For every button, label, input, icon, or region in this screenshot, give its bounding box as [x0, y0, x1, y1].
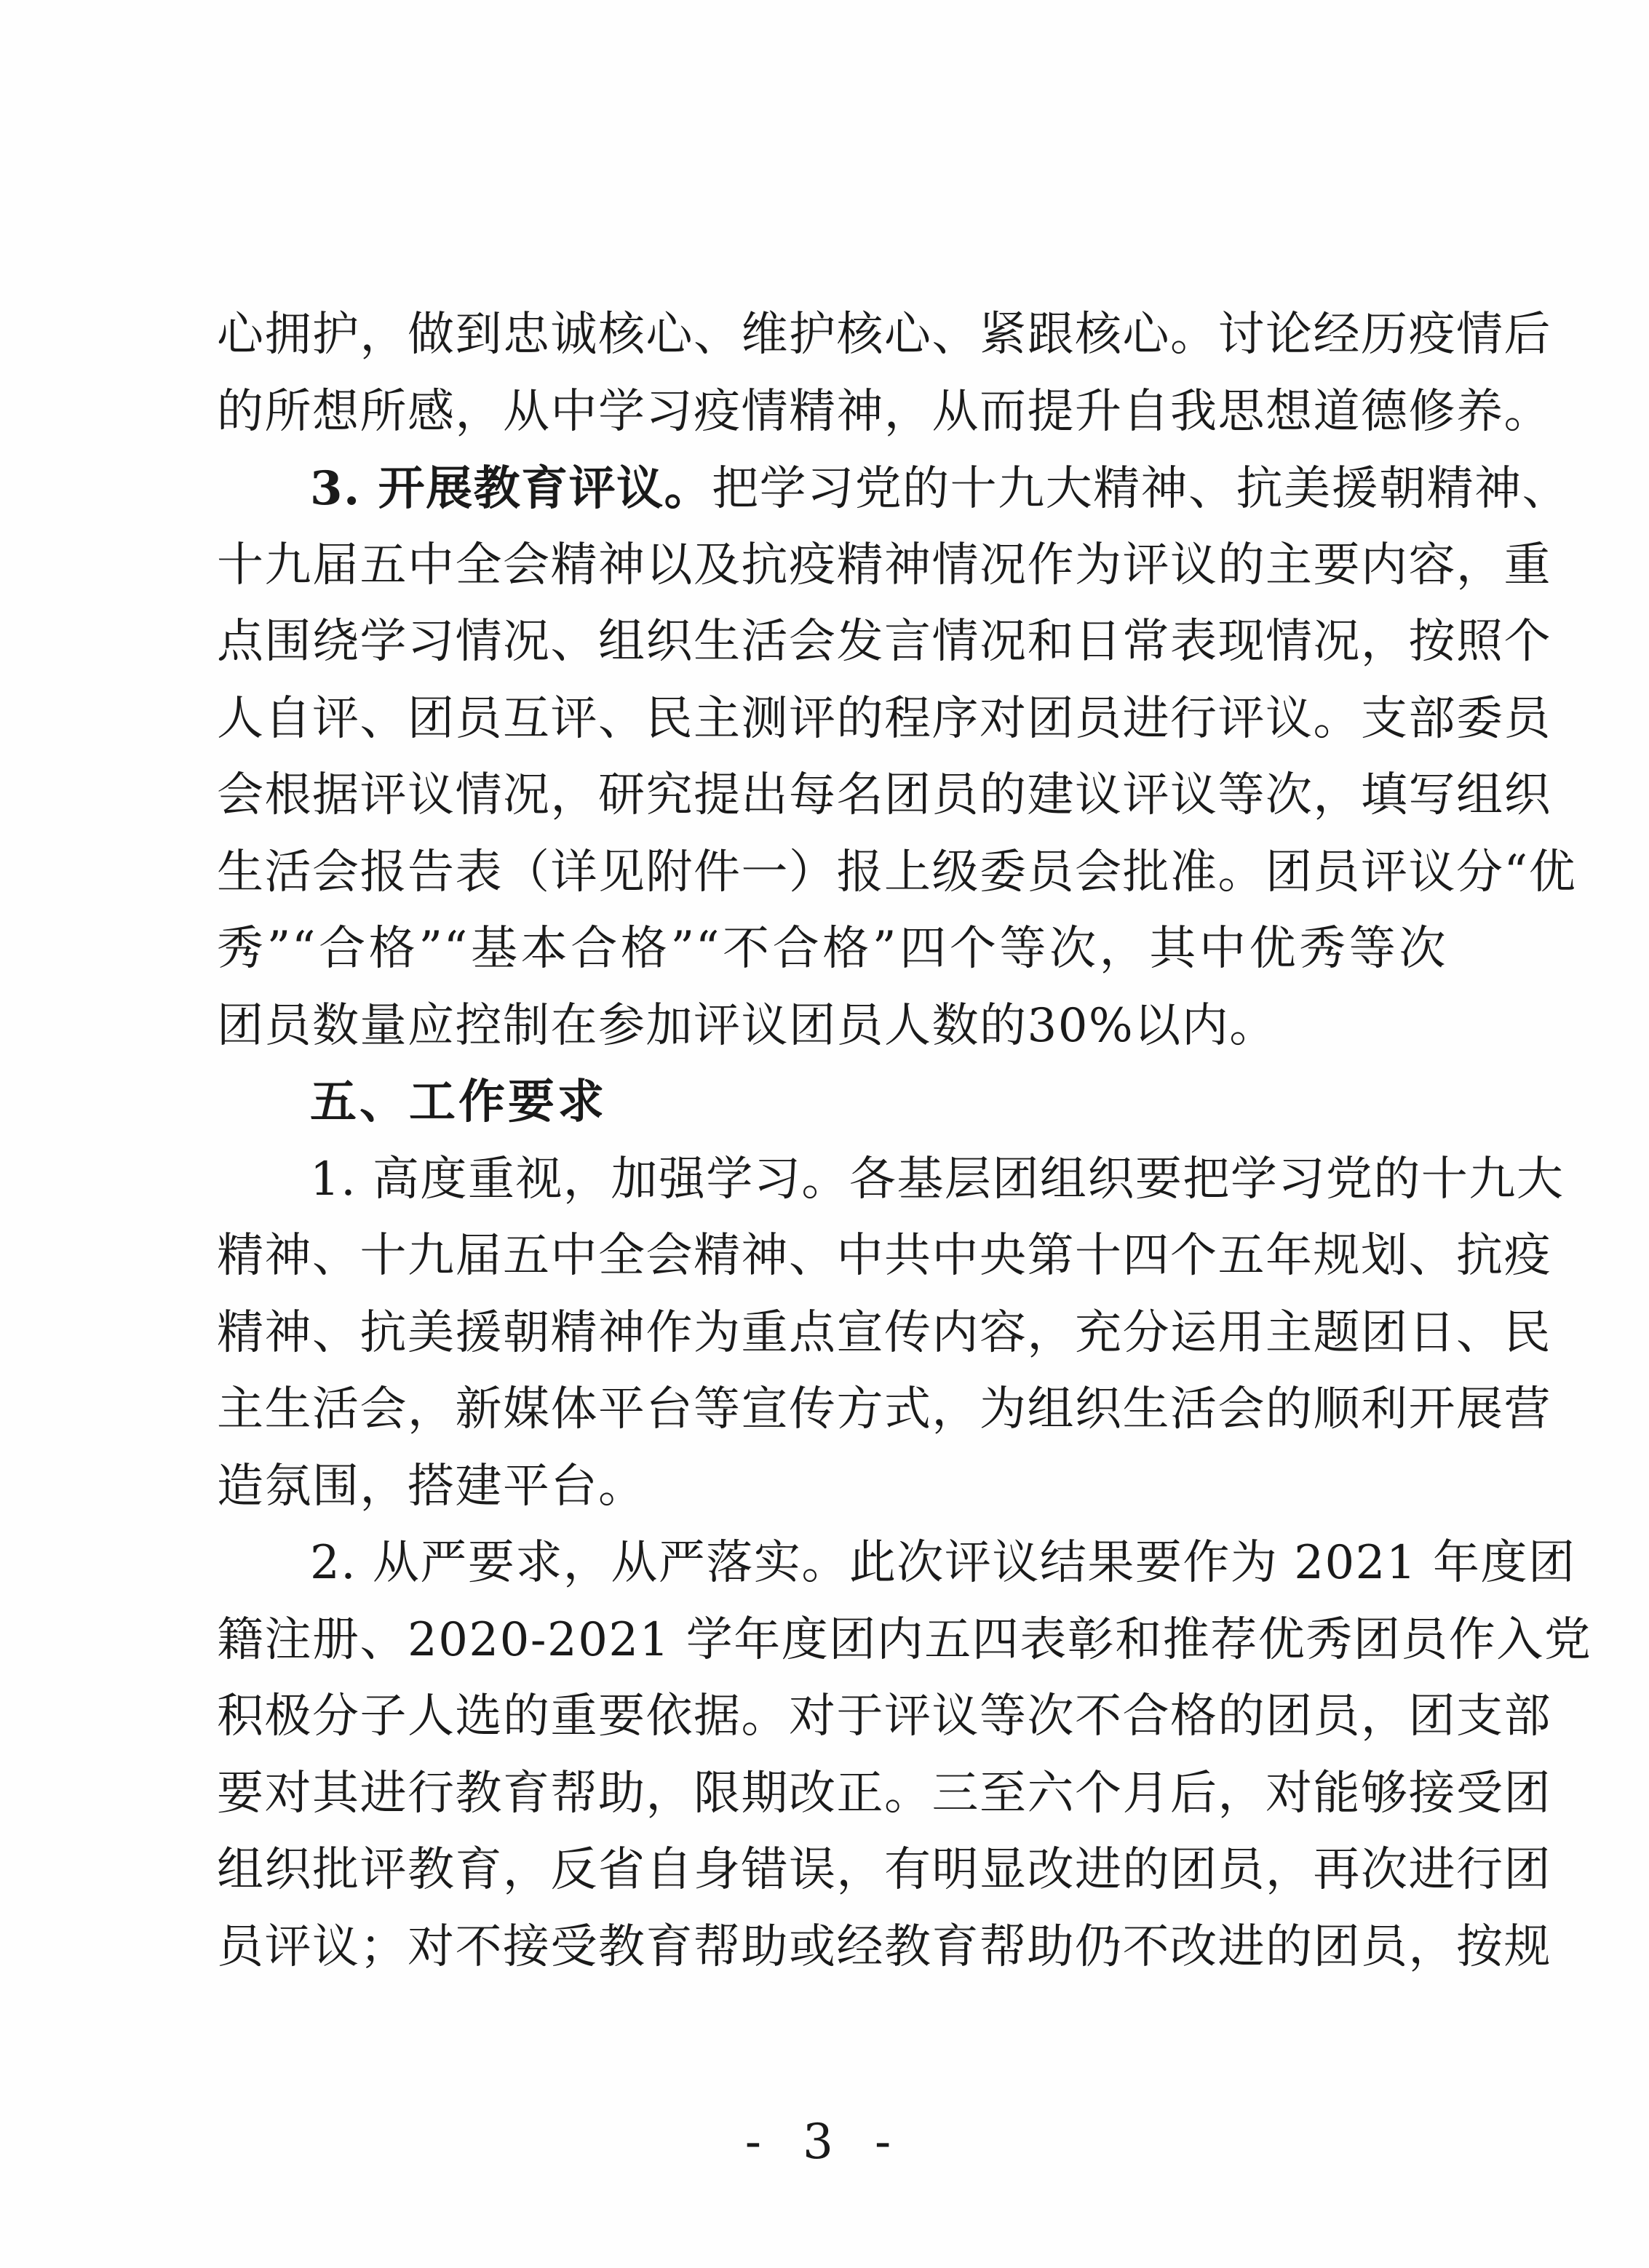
- item-lead: 2. 从严要求，从严落实。: [310, 1536, 849, 1590]
- item-lead: 1. 高度重视，加强学习。: [310, 1152, 849, 1206]
- item-lead: 3. 开展教育评议。: [310, 461, 712, 516]
- paragraph-first-line: [217, 1142, 1565, 1219]
- paragraph-line: 造氛围，搭建平台。: [217, 1459, 646, 1513]
- paragraph-line: 的所想所感，从中学习疫情精神，从而提升自我思想道德修养。: [217, 384, 1551, 439]
- paragraph-line: 生活会报告表（详见附件一）报上级委员会批准。团员评议分“优: [217, 845, 1577, 899]
- item-text: 各基层团组织要把学习党的十九大: [849, 1152, 1565, 1206]
- page-number: - 3 -: [744, 2114, 905, 2170]
- paragraph-line: 员评议；对不接受教育帮助或经教育帮助仍不改进的团员，按规: [217, 1919, 1551, 1974]
- paragraph-line: 人自评、团员互评、民主测评的程序对团员进行评议。支部委员: [217, 691, 1551, 746]
- paragraph-line: 秀”“合格”“基本合格”“不合格”四个等次，其中优秀等次: [217, 922, 1447, 976]
- paragraph-first-line: [217, 450, 1570, 528]
- item-text: 把学习党的十九大精神、抗美援朝精神、: [712, 462, 1570, 516]
- paragraph-line: 十九届五中全会精神以及抗疫精神情况作为评议的主要内容，重: [217, 538, 1551, 592]
- paragraph-line: 积极分子人选的重要依据。对于评议等次不合格的团员，团支部: [217, 1690, 1551, 1743]
- paragraph-line: 团员数量应控制在参加评议团员人数的30%以内。: [217, 998, 1277, 1053]
- paragraph-line: 要对其进行教育帮助，限期改正。三至六个月后，对能够接受团: [217, 1766, 1551, 1821]
- paragraph-line: 组织批评教育，反省自身错误，有明显改进的团员，再次进行团: [217, 1843, 1551, 1897]
- item-text: 此次评议结果要作为 2021 年度团: [849, 1536, 1576, 1590]
- paragraph-line: 心拥护，做到忠诚核心、维护核心、紧跟核心。讨论经历疫情后: [217, 308, 1551, 362]
- paragraph-line: 精神、抗美援朝精神作为重点宣传内容，充分运用主题团日、民: [217, 1305, 1551, 1360]
- paragraph-line: 主生活会，新媒体平台等宣传方式，为组织生活会的顺利开展营: [217, 1382, 1551, 1436]
- paragraph-first-line: [217, 1525, 1576, 1602]
- section-heading: 五、工作要求: [310, 1075, 607, 1129]
- paragraph-line: 点围绕学习情况、组织生活会发言情况和日常表现情况，按照个: [217, 615, 1551, 669]
- paragraph-line: 会根据评议情况，研究提出每名团员的建议评议等次，填写组织: [217, 768, 1551, 822]
- paragraph-line: 精神、十九届五中全会精神、中共中央第十四个五年规划、抗疫: [217, 1229, 1551, 1283]
- body-text: [217, 297, 1592, 1986]
- paragraph-line: 籍注册、2020-2021 学年度团内五四表彰和推荐优秀团员作入党: [217, 1612, 1592, 1667]
